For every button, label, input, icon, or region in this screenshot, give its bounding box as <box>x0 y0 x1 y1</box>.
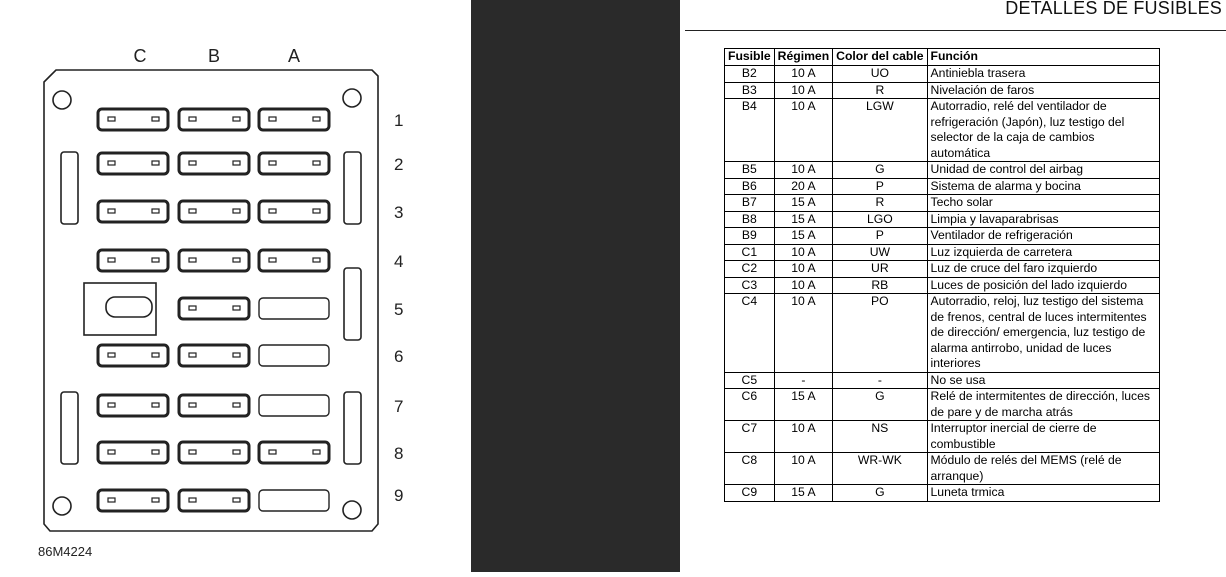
cell-regimen: 10 A <box>774 66 832 83</box>
cell-regimen: 10 A <box>774 244 832 261</box>
cell-regimen: 10 A <box>774 294 832 373</box>
cell-fusible: C1 <box>725 244 775 261</box>
table-row <box>725 195 1160 212</box>
table-row <box>725 453 1160 485</box>
table-row <box>725 228 1160 245</box>
diagram-code: 86M4224 <box>38 544 93 559</box>
fuse-box-drawing <box>0 0 470 572</box>
fuse-c2 <box>98 153 168 174</box>
row-label-4: 4 <box>394 252 404 271</box>
fuse-a3 <box>259 201 329 222</box>
cell-color: G <box>833 485 927 502</box>
cell-regimen: 15 A <box>774 389 832 421</box>
fuse-b1 <box>179 109 249 130</box>
cell-color: UR <box>833 261 927 278</box>
cell-regimen: 20 A <box>774 178 832 195</box>
table-row <box>725 485 1160 502</box>
cell-regimen: 10 A <box>774 99 832 162</box>
cell-funcion: Limpia y lavaparabrisas <box>927 211 1159 228</box>
cell-fusible: B7 <box>725 195 775 212</box>
fuse-a4 <box>259 250 329 271</box>
fuse-a9 <box>259 490 329 511</box>
table-row <box>725 162 1160 179</box>
fuse-b6 <box>179 345 249 366</box>
cell-color: WR-WK <box>833 453 927 485</box>
fuse-b4 <box>179 250 249 271</box>
cell-color: P <box>833 178 927 195</box>
fuse-a6 <box>259 345 329 366</box>
cell-color: PO <box>833 294 927 373</box>
cell-regimen: 10 A <box>774 277 832 294</box>
cell-fusible: C9 <box>725 485 775 502</box>
fuse-details-panel <box>680 0 1226 572</box>
cell-fusible: C5 <box>725 372 775 389</box>
header-fusible: Fusible <box>725 49 775 66</box>
cell-funcion: Luz izquierda de carretera <box>927 244 1159 261</box>
cell-funcion: Autorradio, relé del ventilador de refrigeración (Japón), luz testigo del selector de la caja de cambios automática <box>927 99 1159 162</box>
row-label-2: 2 <box>394 155 404 174</box>
cell-regimen: 10 A <box>774 421 832 453</box>
page-title: DETALLES DE FUSIBLES <box>1005 0 1222 18</box>
cell-color: P <box>833 228 927 245</box>
cell-color: UW <box>833 244 927 261</box>
cell-funcion: Nivelación de faros <box>927 82 1159 99</box>
table-row <box>725 99 1160 162</box>
fuse-b9 <box>179 490 249 511</box>
fuse-c9 <box>98 490 168 511</box>
cell-fusible: C3 <box>725 277 775 294</box>
fuse-a5 <box>259 298 329 319</box>
cell-regimen: 15 A <box>774 211 832 228</box>
fuse-table <box>724 48 1160 502</box>
table-row <box>725 421 1160 453</box>
table-header-row <box>725 49 1160 66</box>
fuse-a1 <box>259 109 329 130</box>
cell-fusible: B4 <box>725 99 775 162</box>
fuse-b8 <box>179 442 249 463</box>
header-regimen: Régimen <box>774 49 832 66</box>
cell-fusible: B2 <box>725 66 775 83</box>
cell-fusible: C8 <box>725 453 775 485</box>
column-label-c: C <box>133 46 147 66</box>
cell-funcion: Luz de cruce del faro izquierdo <box>927 261 1159 278</box>
table-row <box>725 66 1160 83</box>
row-label-6: 6 <box>394 347 404 366</box>
fuse-c3 <box>98 201 168 222</box>
fuse-c8 <box>98 442 168 463</box>
cell-fusible: C6 <box>725 389 775 421</box>
row-label-7: 7 <box>394 397 404 416</box>
cell-funcion: Sistema de alarma y bocina <box>927 178 1159 195</box>
cell-regimen: 10 A <box>774 453 832 485</box>
cell-color: UO <box>833 66 927 83</box>
header-color: Color del cable <box>833 49 927 66</box>
fuse-c6 <box>98 345 168 366</box>
table-row <box>725 294 1160 373</box>
fuse-box-diagram <box>0 0 470 572</box>
cell-funcion: Antiniebla trasera <box>927 66 1159 83</box>
fuse-c1 <box>98 109 168 130</box>
fuse-a2 <box>259 153 329 174</box>
table-row <box>725 82 1160 99</box>
fuse-a7 <box>259 395 329 416</box>
table-row <box>725 372 1160 389</box>
row-label-9: 9 <box>394 486 404 505</box>
fuse-c4 <box>98 250 168 271</box>
column-label-a: A <box>287 46 301 66</box>
cell-regimen: 10 A <box>774 82 832 99</box>
cell-fusible: C2 <box>725 261 775 278</box>
cell-regimen: 10 A <box>774 162 832 179</box>
cell-funcion: Ventilador de refrigeración <box>927 228 1159 245</box>
fuse-a8 <box>259 442 329 463</box>
column-label-b: B <box>207 46 221 66</box>
cell-fusible: B8 <box>725 211 775 228</box>
cell-funcion: Interruptor inercial de cierre de combustible <box>927 421 1159 453</box>
table-row <box>725 277 1160 294</box>
cell-funcion: Autorradio, reloj, luz testigo del sistema de frenos, central de luces intermitentes de dirección/ emergencia, luz testigo de alarma antirrobo, unidad de luces interiores <box>927 294 1159 373</box>
cell-regimen: 10 A <box>774 261 832 278</box>
cell-color: R <box>833 82 927 99</box>
header-funcion: Función <box>927 49 1159 66</box>
table-row <box>725 389 1160 421</box>
cell-fusible: B5 <box>725 162 775 179</box>
cell-funcion: Luneta trmica <box>927 485 1159 502</box>
cell-regimen: - <box>774 372 832 389</box>
cell-fusible: C7 <box>725 421 775 453</box>
fuse-b5 <box>179 298 249 319</box>
table-row <box>725 178 1160 195</box>
row-label-8: 8 <box>394 444 404 463</box>
cell-funcion: Unidad de control del airbag <box>927 162 1159 179</box>
table-row <box>725 211 1160 228</box>
cell-regimen: 15 A <box>774 195 832 212</box>
cell-regimen: 15 A <box>774 228 832 245</box>
fuse-c7 <box>98 395 168 416</box>
cell-fusible: C4 <box>725 294 775 373</box>
cell-funcion: Relé de intermitentes de dirección, luces de pare y de marcha atrás <box>927 389 1159 421</box>
cell-fusible: B9 <box>725 228 775 245</box>
cell-regimen: 15 A <box>774 485 832 502</box>
cell-fusible: B3 <box>725 82 775 99</box>
cell-color: LGW <box>833 99 927 162</box>
fuse-b7 <box>179 395 249 416</box>
cell-color: G <box>833 162 927 179</box>
row-label-1: 1 <box>394 111 404 130</box>
table-row <box>725 244 1160 261</box>
cell-funcion: Módulo de relés del MEMS (relé de arranque) <box>927 453 1159 485</box>
cell-funcion: Techo solar <box>927 195 1159 212</box>
title-divider <box>685 30 1226 31</box>
cell-color: R <box>833 195 927 212</box>
cell-color: LGO <box>833 211 927 228</box>
cell-funcion: Luces de posición del lado izquierdo <box>927 277 1159 294</box>
fuse-b2 <box>179 153 249 174</box>
cell-color: RB <box>833 277 927 294</box>
dark-divider <box>471 0 680 572</box>
cell-fusible: B6 <box>725 178 775 195</box>
fuse-b3 <box>179 201 249 222</box>
cell-color: G <box>833 389 927 421</box>
row-label-5: 5 <box>394 300 404 319</box>
table-row <box>725 261 1160 278</box>
row-label-3: 3 <box>394 203 404 222</box>
cell-color: NS <box>833 421 927 453</box>
cell-funcion: No se usa <box>927 372 1159 389</box>
cell-color: - <box>833 372 927 389</box>
